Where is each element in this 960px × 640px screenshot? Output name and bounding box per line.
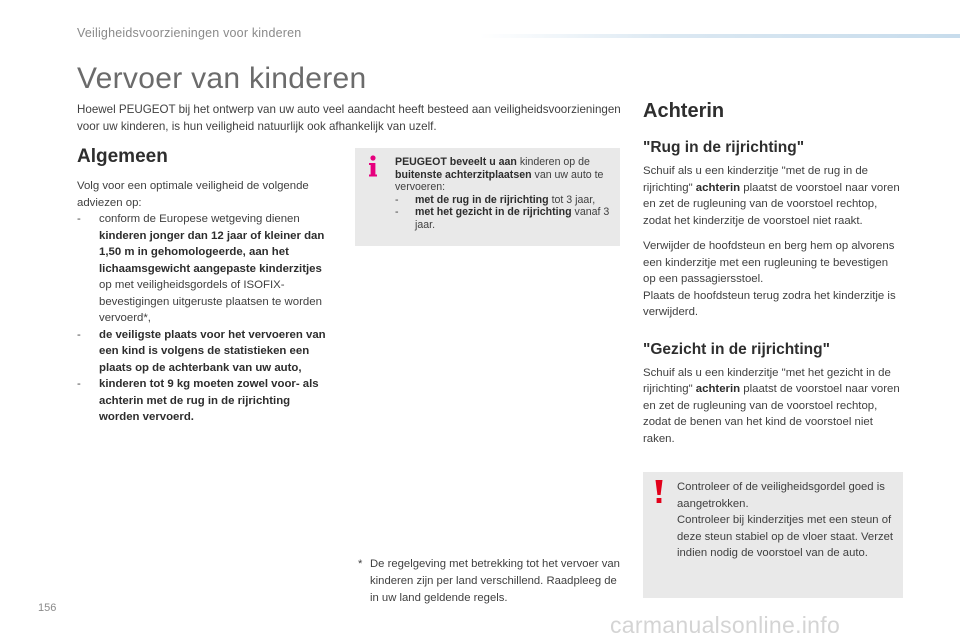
page-title: Vervoer van kinderen [77, 62, 367, 95]
list-item: - conform de Europese wetgeving dienen kinderen jonger dan 12 jaar of kleiner dan 1,50 m in gehomologeerde, aan het lichaamsgewicht aangepaste kinderzitjes op met veiligheidsgordels of ISOFIX-bevestigingen uitgeruste plaatsen te worden vervoerd*, [77, 213, 325, 324]
intro-paragraph: Hoewel PEUGEOT bij het ontwerp van uw auto veel aandacht heeft besteed aan veiligheidsvoorzieningen voor uw kinderen, is hun veiligheid natuurlijk ook afhankelijk van uzelf. [77, 103, 621, 133]
info-box-text [395, 156, 617, 232]
exclamation-icon [652, 480, 666, 504]
achterin-section [643, 100, 903, 447]
list-item: - kinderen tot 9 kg moeten zowel voor- als achterin met de rug in de rijrichting worden vervoerd. [77, 378, 319, 423]
rug-heading: "Rug in de rijrichting" [643, 139, 805, 156]
info-icon [366, 155, 380, 177]
algemeen-section [77, 146, 332, 426]
header-rule [480, 34, 960, 38]
warning-line-2: Controleer bij kinderzitjes met een steun of deze steun stabiel op de vloer staat. Verzet indien nodig de voorstoel van de auto. [677, 514, 894, 559]
gezicht-heading: "Gezicht in de rijrichting" [643, 340, 830, 358]
footnote-text: De regelgeving met betrekking tot het vervoer van kinderen zijn per land verschillend. Raadpleeg de in uw land geldende regels. [370, 558, 620, 604]
info-box-lead: PEUGEOT beveelt u aan kinderen op de buitenste achterzitplaatsen van uw auto te vervoeren: [395, 156, 604, 194]
algemeen-heading: Algemeen [77, 146, 168, 167]
rug-paragraph-3: Plaats de hoofdsteun terug zodra het kinderzitje is verwijderd. [643, 289, 896, 318]
watermark: carmanualsonline.info [610, 612, 841, 638]
page-number: 156 [38, 602, 57, 614]
algemeen-list [77, 211, 332, 426]
algemeen-lead: Volg voor een optimale veiligheid de volgende adviezen op: [77, 180, 309, 209]
list-item: - met de rug in de rijrichting tot 3 jaar, [395, 193, 596, 206]
list-item: - de veiligste plaats voor het vervoeren van een kind is volgens de statistieken een plaats op de achterbank van uw auto, [77, 328, 326, 374]
footnote [358, 556, 624, 607]
warning-line-1: Controleer of de veiligheidsgordel goed is aangetrokken. [677, 481, 885, 510]
section-header: Veiligheidsvoorzieningen voor kinderen [77, 26, 302, 40]
rug-paragraph-1: Schuif als u een kinderzitje "met de rug in de rijrichting" achterin plaatst de voorstoel naar voren en zet de rugleuning van de voorstoel rechtop, zodat het kinderzitje de voorstoel niet raakt. [643, 165, 900, 227]
gezicht-paragraph: Schuif als u een kinderzitje "met het gezicht in de rijrichting" achterin plaatst de voorstoel naar voren en zet de rugleuning van de voorstoel rechtop, zodat de benen van het kind de voorstoel niet raken. [643, 366, 900, 445]
list-item: - met het gezicht in de rijrichting vanaf 3 jaar. [395, 206, 610, 231]
rug-paragraph-2: Verwijder de hoofdsteun en berg hem op alvorens een kinderzitje met een rugleuning te bevestigen op een passagiersstoel. [643, 240, 895, 285]
achterin-heading: Achterin [643, 100, 725, 122]
footnote-mark: * [358, 558, 363, 570]
info-box-list [395, 194, 617, 232]
warning-box-text [677, 479, 899, 562]
